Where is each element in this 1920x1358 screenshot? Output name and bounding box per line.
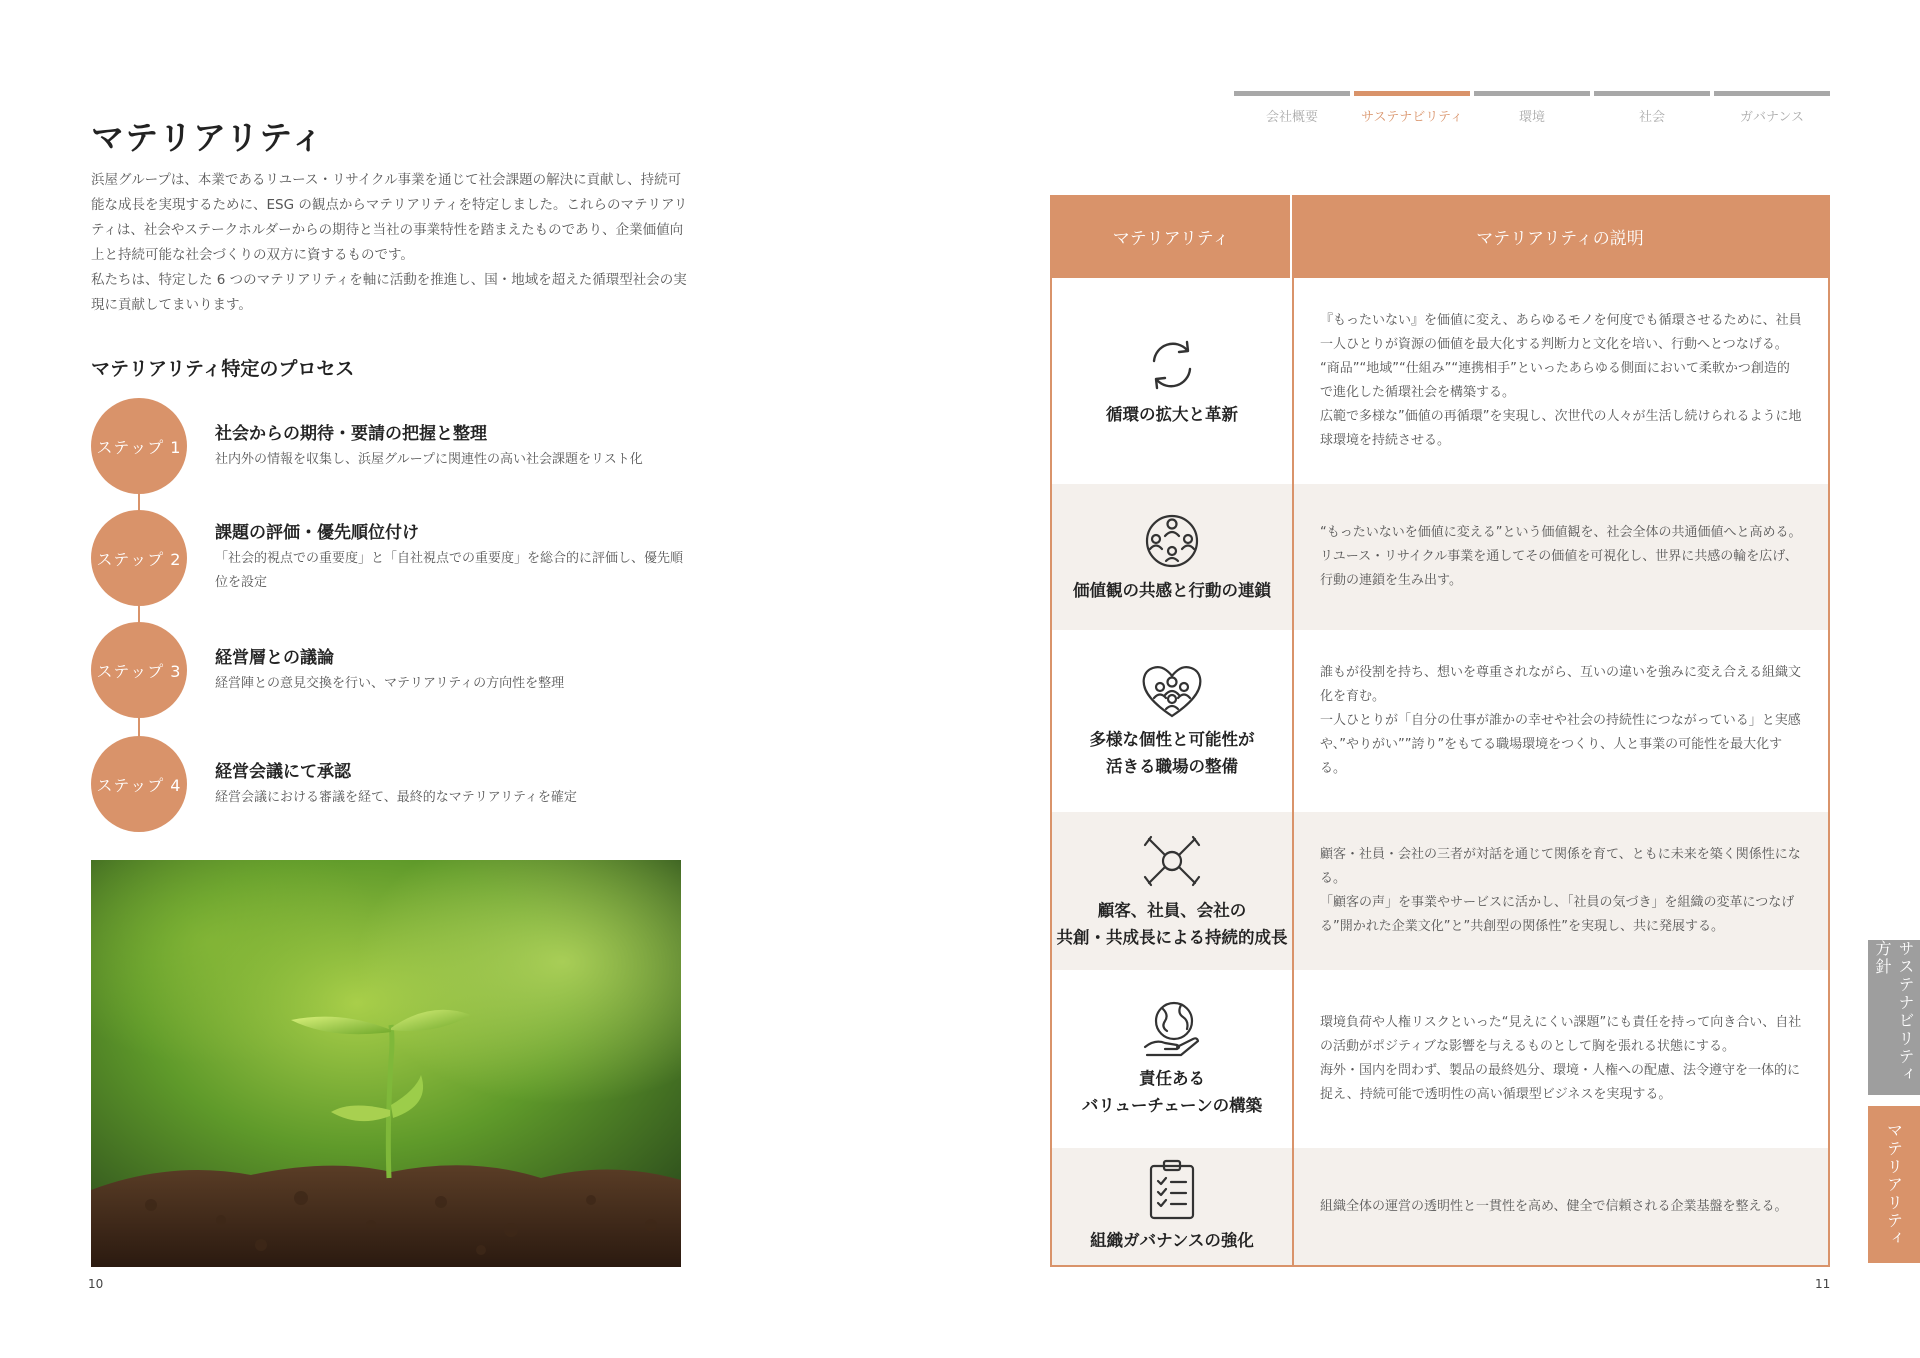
materiality-desc: 「顧客の声」を事業やサービスに活かし、「社員の気づき」を組織の変革につなげる”開かれた企業文化”と”共創型の関係性”を実現し、共に発展する。 [1320,895,1795,934]
materiality-desc: 誰もが役割を持ち、想いを尊重されながら、互いの違いを強みに変え合える組織文化を育む。 [1320,665,1802,704]
side-tab-sustainability-policy[interactable]: サステナビリティ方針 [1868,940,1920,1095]
nav-tab-company[interactable] [1234,91,1350,125]
materiality-desc: 一人ひとりが「自分の仕事が誰かの幸せや社会の持続性につながっている」と実感や、”やりがい””誇り”をもてる職場環境をつくり、人と事業の可能性を最大化する。 [1320,713,1801,776]
step-3-desc: 経営陣との意見交換を行い、マテリアリティの方向性を整理 [215,676,565,691]
process-title: マテリアリティ特定のプロセス [91,358,355,380]
header-description: マテリアリティの説明 [1476,229,1644,249]
step-3-heading: 経営層との議論 [215,648,334,668]
joined-hands-icon [1141,831,1203,891]
step-2-desc: 「社会的視点での重要度」と「自社視点での重要度」を総合的に評価し、優先順位を設定 [215,551,684,590]
nav-tab-label: 社会 [1638,110,1665,125]
materiality-desc: 『もったいない』を価値に変え、あらゆるモノを何度でも循環させるために、社員一人ひとりが資源の価値を最大化する判断力と文化を培い、行動へとつなげる。 [1320,313,1802,352]
materiality-desc: 海外・国内を問わず、製品の最終処分、環境・人権への配慮、法令遵守を一体的に捉え、持続可能で透明性の高い循環型ビジネスを実現する。 [1320,1063,1800,1102]
table-header [1052,195,1828,278]
step-4 [91,736,711,832]
recycle-arrows-icon [1142,335,1202,395]
step-3-badge: ステップ 3 [91,622,187,718]
step-2-heading: 課題の評価・優先順位付け [215,523,419,543]
materiality-desc: 広範で多様な”価値の再循環”を実現し、次世代の人々が生活し続けられるように地球環境を持続させる。 [1320,409,1802,448]
materiality-desc: 環境負荷や人権リスクといった“見えにくい課題”にも責任を持って向き合い、自社の活動がポジティブな影響を与えるものとして胸を張れる状態にする。 [1320,1015,1802,1054]
header-materiality: マテリアリティ [1052,195,1292,278]
step-4-heading: 経営会議にて承認 [215,762,351,782]
intro-text [91,168,691,318]
materiality-desc: “商品”“地域”“仕組み”“連携相手”といったあらゆる側面において柔軟かつ創造的で進化した循環社会を構築する。 [1320,361,1790,400]
step-1-badge: ステップ 1 [91,398,187,494]
globe-hand-icon [1141,999,1203,1059]
table-row [1052,970,1828,1148]
nav-tab-label: サステナビリティ [1361,110,1463,125]
step-3 [91,622,711,718]
people-network-icon [1142,511,1202,571]
step-2 [91,510,711,606]
materiality-desc: “もったいないを価値に変える”という価値観を、社会全体の共通価値へと高める。 [1320,525,1802,540]
nav-tab-label: 環境 [1518,110,1545,125]
sprout-photo [91,860,681,1267]
nav-tab-governance[interactable] [1714,91,1830,125]
nav-tab-label: ガバナンス [1740,110,1804,125]
column-divider [1292,278,1294,1265]
table-row [1052,630,1828,812]
materiality-title: 組織ガバナンスの強化 [1090,1231,1254,1250]
page-title: マテリアリティ [91,118,325,157]
page-number-left: 10 [88,1277,104,1291]
table-row [1052,812,1828,970]
heart-people-icon [1140,662,1204,720]
materiality-title: 顧客、社員、会社の 共創・共成長による持続的成長 [1056,901,1288,947]
page-number-right: 11 [1815,1277,1831,1291]
materiality-title: 責任ある バリューチェーンの構築 [1081,1069,1263,1115]
step-1-desc: 社内外の情報を収集し、浜屋グループに関連性の高い社会課題をリスト化 [215,452,643,467]
table-row [1052,278,1828,484]
step-1-heading: 社会からの期待・要請の把握と整理 [215,424,487,444]
nav-tab-sustainability[interactable] [1354,91,1470,125]
nav-tab-environment[interactable] [1474,91,1590,125]
intro-paragraph-2: 私たちは、特定した 6 つのマテリアリティを軸に活動を推進し、国・地域を超えた循環型社会の実現に貢献してまいります。 [91,272,687,313]
materiality-title: 循環の拡大と革新 [1106,404,1238,424]
clipboard-checklist-icon [1146,1159,1198,1221]
nav-tab-label: 会社概要 [1265,110,1318,125]
table-row [1052,1148,1828,1265]
process-steps [91,398,711,838]
materiality-desc: リユース・リサイクル事業を通してその価値を可視化し、世界に共感の輪を広げ、行動の連鎖を生み出す。 [1320,549,1798,588]
step-4-badge: ステップ 4 [91,736,187,832]
side-tab-materiality[interactable]: マテリアリティ [1868,1106,1920,1263]
table-row [1052,484,1828,630]
materiality-title: 多様な個性と可能性が 活きる職場の整備 [1089,730,1255,776]
step-2-badge: ステップ 2 [91,510,187,606]
step-1 [91,398,711,494]
materiality-table [1050,195,1830,1267]
materiality-desc: 顧客・社員・会社の三者が対話を通じて関係を育て、ともに未来を築く関係性になる。 [1320,847,1801,886]
materiality-desc: 組織全体の運営の透明性と一貫性を高め、健全で信頼される企業基盤を整える。 [1320,1198,1788,1214]
step-4-desc: 経営会議における審議を経て、最終的なマテリアリティを確定 [215,790,577,805]
materiality-title: 価値観の共感と行動の連鎖 [1073,580,1271,600]
intro-paragraph-1: 浜屋グループは、本業であるリユース・リサイクル事業を通じて社会課題の解決に貢献し、持続可能な成長を実現するために、ESG の観点からマテリアリティを特定しました。これらのマテリアリティは、社会やステークホルダーからの期待と当社の事業特性を踏まえたものであり、企業価値向上と持続可能な社会づくりの双方に資するものです。 [91,172,688,263]
nav-tab-social[interactable] [1594,91,1710,125]
section-nav [1234,91,1830,125]
